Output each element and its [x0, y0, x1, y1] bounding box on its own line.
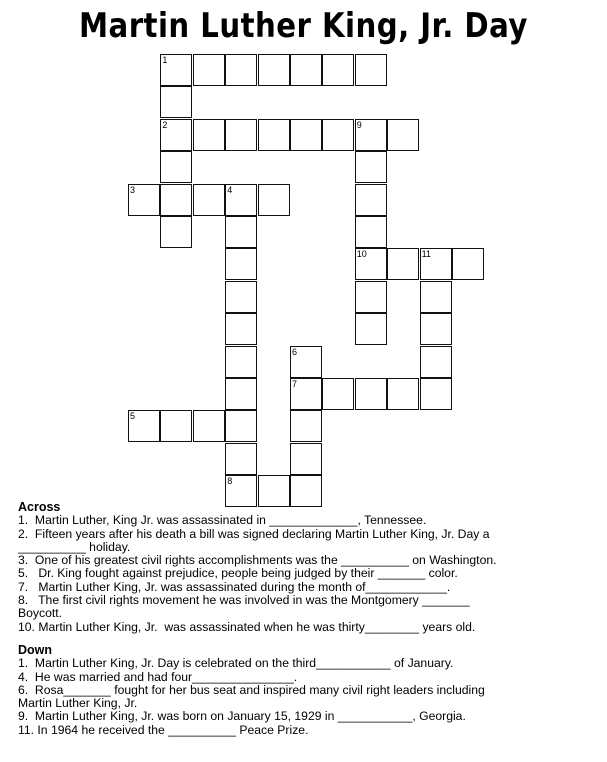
clue-number-label: 11 [421, 249, 431, 260]
across-clue-8: 8. The first civil rights movement he was involved in was the Montgomery _______ [18, 593, 470, 608]
down-clue-4: 4. He was married and had four_______________. [18, 669, 298, 684]
crossword-cell [258, 184, 290, 216]
crossword-cell [225, 119, 257, 151]
across-clue-list [18, 514, 600, 634]
crossword-cell [355, 151, 387, 183]
crossword-cell [193, 410, 225, 442]
clues-section [18, 501, 600, 737]
crossword-cell [160, 184, 192, 216]
crossword-cell [160, 151, 192, 183]
crossword-cell [387, 248, 419, 280]
across-clue-1: 1. Martin Luther, King Jr. was assassinated in _____________, Tennessee. [18, 513, 427, 528]
across-clue-2: 2. Fifteen years after his death a bill was signed declaring Martin Luther King, Jr. Day a [18, 526, 490, 541]
crossword-cell [322, 378, 354, 410]
crossword-cell [225, 443, 257, 475]
crossword-cell [225, 216, 257, 248]
clue-number-label: 7 [292, 379, 298, 389]
down-clue-9: 9. Martin Luther King, Jr. was born on January 15, 1929 in ___________, Georgia. [18, 709, 466, 724]
down-heading: Down [18, 642, 53, 657]
crossword-cell [160, 410, 192, 442]
clue-number-label: 9 [356, 119, 362, 130]
crossword-cell [420, 313, 452, 345]
down-clue-11: 11. In 1964 he received the __________ Peace Prize. [18, 722, 309, 737]
crossword-cell [290, 119, 322, 151]
clue-number-label: 4 [227, 184, 233, 195]
crossword-cell [160, 86, 192, 118]
clue-number-label: 5 [130, 411, 136, 422]
crossword-cell [322, 54, 354, 86]
crossword-cell [355, 378, 387, 410]
clue-number-label: 3 [130, 184, 136, 195]
crossword-cell [355, 54, 387, 86]
crossword-cell [225, 378, 257, 410]
clue-number-label: 2 [162, 119, 168, 130]
down-clue-6-cont: Martin Luther King, Jr. [18, 696, 138, 711]
across-heading: Across [18, 500, 61, 514]
crossword-cell [420, 281, 452, 313]
crossword-cell [420, 378, 452, 410]
crossword-cell [322, 119, 354, 151]
crossword-cell [193, 184, 225, 216]
crossword-cell [355, 313, 387, 345]
crossword-cell [290, 410, 322, 442]
across-clue-5: 5. Dr. King fought against prejudice, people being judged by their _______ color. [18, 566, 458, 581]
crossword-cell [225, 410, 257, 442]
crossword-cell [355, 184, 387, 216]
crossword-cell [160, 216, 192, 248]
crossword-cell [225, 281, 257, 313]
crossword-cell [355, 216, 387, 248]
clue-number-label: 8 [227, 476, 233, 487]
across-clue-8-cont: Boycott. [18, 606, 63, 621]
crossword-cell [355, 281, 387, 313]
crossword-cell [387, 119, 419, 151]
crossword-cell [225, 313, 257, 345]
down-clue-6: 6. Rosa_______ fought for her bus seat and inspired many civil right leaders including [18, 682, 485, 697]
crossword-cell [225, 346, 257, 378]
crossword-cell [258, 119, 290, 151]
crossword-cell [225, 248, 257, 280]
crossword-cell [290, 54, 322, 86]
across-clue-2-cont: __________ holiday. [18, 539, 131, 554]
crossword-cell [225, 54, 257, 86]
clue-number-label: 10 [356, 249, 367, 260]
across-clue-3: 3. One of his greatest civil rights accomplishments was the __________ on Washington. [18, 553, 497, 568]
crossword-cell [420, 346, 452, 378]
down-clue-1: 1. Martin Luther King, Jr. Day is celebrated on the third___________ of January. [18, 656, 454, 671]
crossword-cell [452, 248, 484, 280]
down-clue-list [18, 657, 600, 737]
crossword-cell [193, 119, 225, 151]
crossword-cell [258, 54, 290, 86]
crossword-cell [290, 443, 322, 475]
crossword-cell [193, 54, 225, 86]
clue-number-label: 6 [292, 346, 298, 357]
across-clue-10: 10. Martin Luther King, Jr. was assassinated when he was thirty________ years old. [18, 619, 476, 634]
clue-number-label: 1 [162, 55, 168, 65]
crossword-cell [387, 378, 419, 410]
page-title: Martin Luther King, Jr. Day [79, 6, 528, 46]
across-clue-7: 7. Martin Luther King, Jr. was assassinated during the month of____________. [18, 579, 451, 594]
